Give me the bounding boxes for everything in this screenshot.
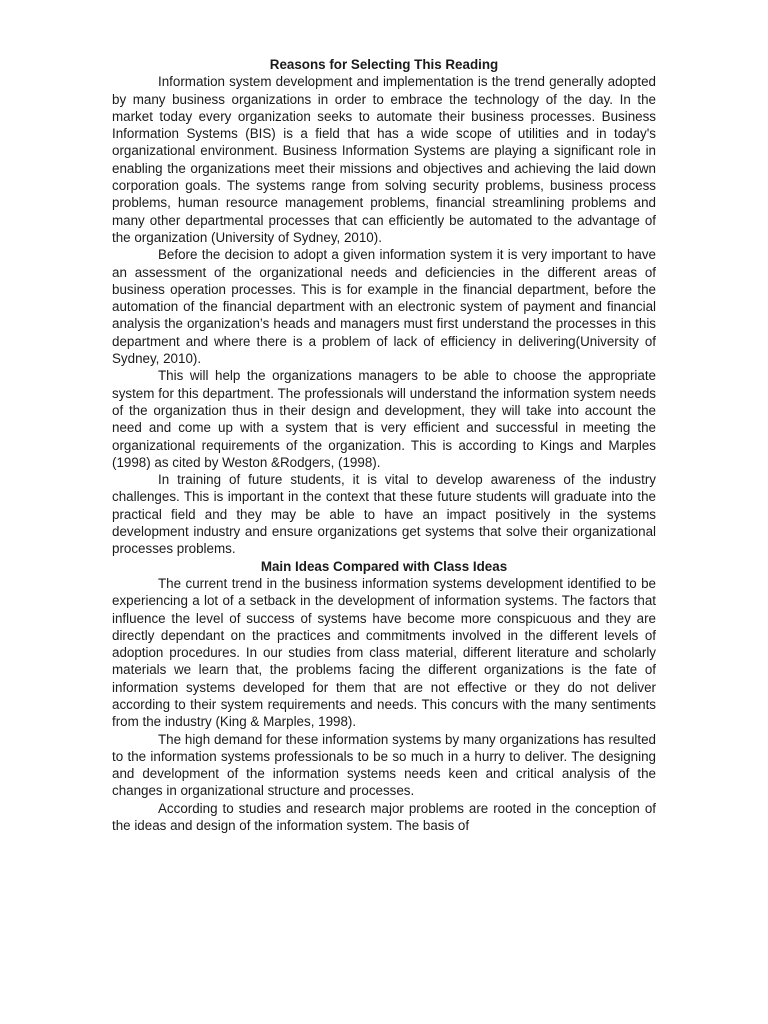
- section-heading-reasons: Reasons for Selecting This Reading: [269, 57, 499, 72]
- paragraph: In training of future students, it is vital to develop awareness of the industry challenges. This is important in the context that these future students will graduate into the practical field and they may be able to have an impact positively in the systems development industry and ensure organizations get systems that solve their organizational processes problems.: [112, 472, 656, 557]
- paragraph: Information system development and implementation is the trend generally adopted by many business organizations in order to embrace the technology of the day. In the market today every organization seeks to automate their business processes. Business Information Systems (BIS) is a field that has a wide scope of utilities and in today's organizational environment. Business Information Systems are playing a significant role in enabling the organizations meet their missions and objectives and achieving the laid down corporation goals. The systems range from solving security problems, business process problems, human resource management problems, financial streamlining problems and many other departmental processes that can efficiently be automated to the advantage of the organization (University of Sydney, 2010).: [112, 74, 656, 245]
- paragraph-truncated: According to studies and research major problems are rooted in the conception of the ideas and design of the information system. The basis of: [112, 800, 656, 834]
- paragraph: The high demand for these information systems by many organizations has resulted to the information systems professionals to be so much in a hurry to deliver. The designing and development of the information systems needs keen and critical analysis of the changes in organizational structure and processes.: [112, 731, 656, 799]
- paragraph: Before the decision to adopt a given information system it is very important to have an assessment of the organizational needs and deficiencies in the different areas of business operation processes. This is for example in the financial department, before the automation of the financial department with an electronic system of payment and financial analysis the organization’s heads and managers must first understand the processes in this department and where there is a problem of lack of efficiency in delivering(University of Sydney, 2010).: [112, 247, 656, 367]
- paragraph: This will help the organizations managers to be able to choose the appropriate system for this department. The professionals will understand the information system needs of the organization thus in their design and development, they will take into account the need and come up with a system that is very efficient and successful in meeting the organizational requirements of the organization. This is according to Kings and Marples (1998) as cited by Weston &Rodgers, (1998).: [112, 368, 656, 470]
- paragraph: The current trend in the business information systems development identified to be experiencing a lot of a setback in the development of information systems. The factors that influence the level of success of systems have become more conspicuous and they are directly dependant on the practices and commitments involved in the different levels of adoption procedures. In our studies from class material, different literature and scholarly materials we learn that, the problems facing the different organizations is the fate of information systems developed for them that are not effective or they do not deliver according to their system requirements and needs. This concurs with the many sentiments from the industry (King & Marples, 1998).: [112, 575, 656, 730]
- section-heading-main-ideas: Main Ideas Compared with Class Ideas: [260, 558, 508, 574]
